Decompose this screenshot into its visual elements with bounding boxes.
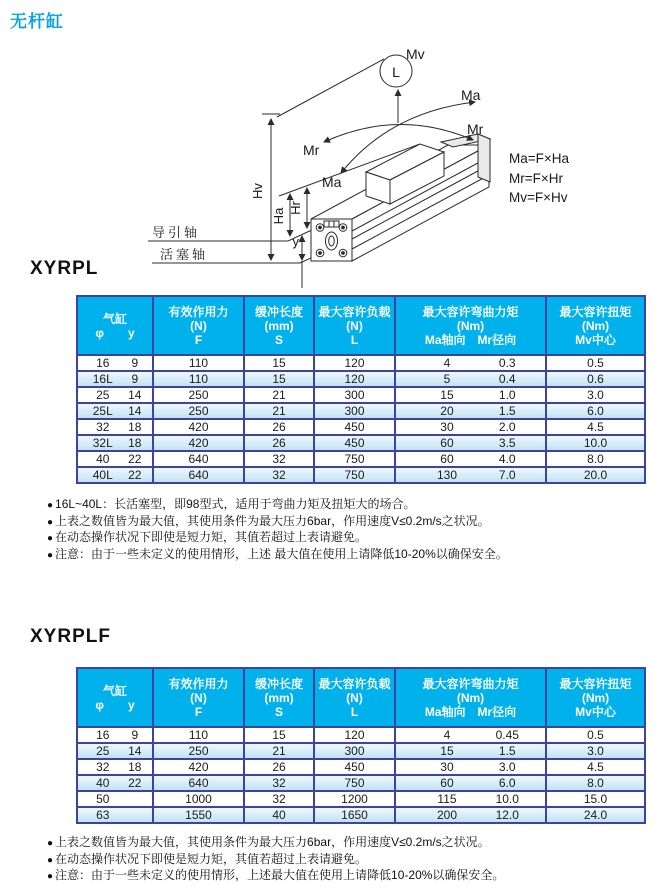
xyrplf-spec-table [76, 667, 646, 824]
hv-label: Hv [250, 183, 265, 199]
table-cell: 16 9 [77, 355, 153, 371]
table-cell: 640 [153, 775, 244, 791]
table-row [77, 451, 645, 467]
table-header-row [77, 296, 645, 355]
table-row [77, 791, 645, 807]
table-cell: 32 [244, 775, 314, 791]
table-cell: 40 22 [77, 451, 153, 467]
formula-mv: Mv=F×Hv [509, 190, 568, 205]
table-cell: 50 [77, 791, 153, 807]
table-cell: 250 [153, 743, 244, 759]
col-header-effective-force: 有效作用力 (N) F [153, 668, 244, 727]
note-line: ● 16L~40L：长活塞型，即98型式，适用于弯曲力矩及扭矩大的场合。 [47, 497, 416, 511]
table-cell: 640 [153, 451, 244, 467]
table-cell: 32 [244, 451, 314, 467]
load-label: L [392, 64, 400, 80]
bullet-icon: ● [47, 516, 54, 528]
table-cell: 32 18 [77, 759, 153, 775]
table-cell: 750 [314, 775, 395, 791]
table-cell: 110 [153, 371, 244, 387]
table-cell: 20 1.5 [395, 403, 546, 419]
piston-shaft-label: 活塞轴 [160, 247, 209, 262]
table-cell: 40 [244, 807, 314, 823]
table-header-row [77, 668, 645, 727]
table-cell: 63 [77, 807, 153, 823]
table-cell: 26 [244, 435, 314, 451]
table-cell: 21 [244, 387, 314, 403]
table-cell: 40 22 [77, 775, 153, 791]
table-cell: 4.5 [546, 759, 645, 775]
table-cell: 1650 [314, 807, 395, 823]
bullet-icon: ● [47, 500, 54, 511]
note-line: ● 上表之数值皆为最大值，其使用条件为最大压力6bar，作用速度V≤0.2m/s之状况。 [47, 835, 490, 849]
table-cell: 32 18 [77, 419, 153, 435]
table-cell: 16L 9 [77, 371, 153, 387]
table-cell: 0.5 [546, 727, 645, 743]
table-cell: 30 3.0 [395, 759, 546, 775]
col-header-effective-force: 有效作用力 (N) F [153, 296, 244, 355]
table-cell: 450 [314, 419, 395, 435]
table-cell: 0.6 [546, 371, 645, 387]
guide-shaft-label: 导引轴 [152, 225, 201, 240]
table-cell: 130 7.0 [395, 467, 546, 483]
table-row [77, 435, 645, 451]
col-header-max-bending-moment: 最大容许弯曲力矩 (Nm) Ma轴向 Mr径向 [395, 296, 546, 355]
table-row [77, 419, 645, 435]
table-row [77, 355, 645, 371]
bullet-icon: ● [47, 549, 54, 561]
table-cell: 8.0 [546, 775, 645, 791]
formula-mr: Mr=F×Hr [509, 171, 563, 186]
table-cell: 450 [314, 435, 395, 451]
table-cell: 8.0 [546, 451, 645, 467]
hr-label: Hr [288, 201, 303, 215]
mv-label: Mv [406, 46, 425, 62]
table-cell: 15 [244, 355, 314, 371]
table-cell: 120 [314, 355, 395, 371]
table-cell: 25L 14 [77, 403, 153, 419]
col-header-max-load: 最大容许负载 (N) L [314, 296, 395, 355]
table-cell: 200 12.0 [395, 807, 546, 823]
table-cell: 4 0.45 [395, 727, 546, 743]
table-cell: 60 4.0 [395, 451, 546, 467]
mr-label-right: Mr [467, 121, 484, 137]
table-cell: 21 [244, 403, 314, 419]
mr-label-left: Mr [303, 142, 320, 158]
load-reference-line [277, 59, 384, 117]
col-header-max-torque: 最大容许扭矩 (Nm) Mv中心 [546, 668, 645, 727]
ha-label: Ha [271, 207, 286, 225]
table-cell: 30 2.0 [395, 419, 546, 435]
table-cell: 32L 18 [77, 435, 153, 451]
moment-diagram [0, 30, 655, 290]
page-title: 无杆缸 [10, 12, 64, 31]
table-cell: 450 [314, 759, 395, 775]
note-line: ● 注意：由于一些未定义的使用情形，上述 最大值在使用上请降低10-20%以确保安全。 [47, 546, 508, 561]
table-cell: 300 [314, 403, 395, 419]
table-row [77, 807, 645, 823]
table-cell: 640 [153, 467, 244, 483]
col-header-cylinder: 气缸 φ y [77, 668, 153, 727]
table-row [77, 371, 645, 387]
xyrpl-spec-table [76, 295, 646, 484]
table-cell: 20.0 [546, 467, 645, 483]
bullet-icon: ● [47, 533, 54, 545]
ma-label-right: Ma [461, 87, 481, 103]
ma-label-left: Ma [322, 174, 342, 190]
section-title-xyrplf: XYRPLF [30, 626, 111, 647]
table-row [77, 727, 645, 743]
bullet-icon: ● [47, 838, 54, 849]
table-cell: 1550 [153, 807, 244, 823]
xyrplf-notes [47, 835, 637, 885]
table-cell: 110 [153, 727, 244, 743]
mr-moment-arc [324, 124, 473, 142]
table-row [77, 403, 645, 419]
table-cell: 15 [244, 371, 314, 387]
table-cell: 15 1.0 [395, 387, 546, 403]
cylinder-end-cap [311, 219, 352, 261]
table-cell: 300 [314, 387, 395, 403]
table-cell: 120 [314, 371, 395, 387]
xyrpl-notes [47, 497, 637, 563]
table-cell: 60 3.5 [395, 435, 546, 451]
table-cell: 300 [314, 743, 395, 759]
table-cell: 16 9 [77, 727, 153, 743]
y-label: y [292, 234, 299, 249]
table-cell: 120 [314, 727, 395, 743]
table-cell: 420 [153, 419, 244, 435]
table-cell: 110 [153, 355, 244, 371]
section-title-xyrpl: XYRPL [30, 258, 99, 279]
table-cell: 115 10.0 [395, 791, 546, 807]
table-cell: 420 [153, 759, 244, 775]
table-cell: 15 1.5 [395, 743, 546, 759]
table-cell: 420 [153, 435, 244, 451]
table-cell: 40L 22 [77, 467, 153, 483]
table-cell: 3.0 [546, 743, 645, 759]
col-header-max-load: 最大容许负载 (N) L [314, 668, 395, 727]
table-cell: 750 [314, 451, 395, 467]
table-cell: 25 14 [77, 387, 153, 403]
note-line: ● 上表之数值皆为最大值，其使用条件为最大压力6bar，作用速度V≤0.2m/s之状况。 [47, 513, 490, 528]
col-header-max-torque: 最大容许扭矩 (Nm) Mv中心 [546, 296, 645, 355]
table-cell: 5 0.4 [395, 371, 546, 387]
table-cell: 750 [314, 467, 395, 483]
table-cell: 6.0 [546, 403, 645, 419]
table-cell: 0.5 [546, 355, 645, 371]
table-cell: 32 [244, 791, 314, 807]
table-cell: 250 [153, 403, 244, 419]
table-cell: 3.0 [546, 387, 645, 403]
table-cell: 26 [244, 419, 314, 435]
table-cell: 4 0.3 [395, 355, 546, 371]
table-cell: 26 [244, 759, 314, 775]
col-header-cushion-length: 缓冲长度 (mm) S [244, 296, 314, 355]
table-cell: 1000 [153, 791, 244, 807]
formula-ma: Ma=F×Ha [509, 151, 570, 166]
note-line: ● 注意：由于一些未定义的使用情形，上述最大值在使用上请降低10-20%以确保安全。 [47, 868, 505, 883]
table-cell: 32 [244, 467, 314, 483]
bullet-icon: ● [47, 871, 54, 883]
table-cell: 60 6.0 [395, 775, 546, 791]
table-row [77, 743, 645, 759]
bullet-icon: ● [47, 854, 54, 866]
table-cell: 15.0 [546, 791, 645, 807]
table-row [77, 387, 645, 403]
table-cell: 21 [244, 743, 314, 759]
note-line: ● 在动态操作状况下即使是短力矩，其值若超过上表请避免。 [47, 851, 368, 866]
col-header-cushion-length: 缓冲长度 (mm) S [244, 668, 314, 727]
table-cell: 250 [153, 387, 244, 403]
table-row [77, 775, 645, 791]
table-row [77, 759, 645, 775]
note-line: ● 在动态操作状况下即使是短力矩，其值若超过上表请避免。 [47, 530, 368, 545]
table-cell: 24.0 [546, 807, 645, 823]
table-cell: 4.5 [546, 419, 645, 435]
table-cell: 25 14 [77, 743, 153, 759]
col-header-max-bending-moment: 最大容许弯曲力矩 (Nm) Ma轴向 Mr径向 [395, 668, 546, 727]
col-header-cylinder: 气缸 φ y [77, 296, 153, 355]
table-row [77, 467, 645, 483]
table-cell: 10.0 [546, 435, 645, 451]
table-cell: 15 [244, 727, 314, 743]
table-cell: 1200 [314, 791, 395, 807]
